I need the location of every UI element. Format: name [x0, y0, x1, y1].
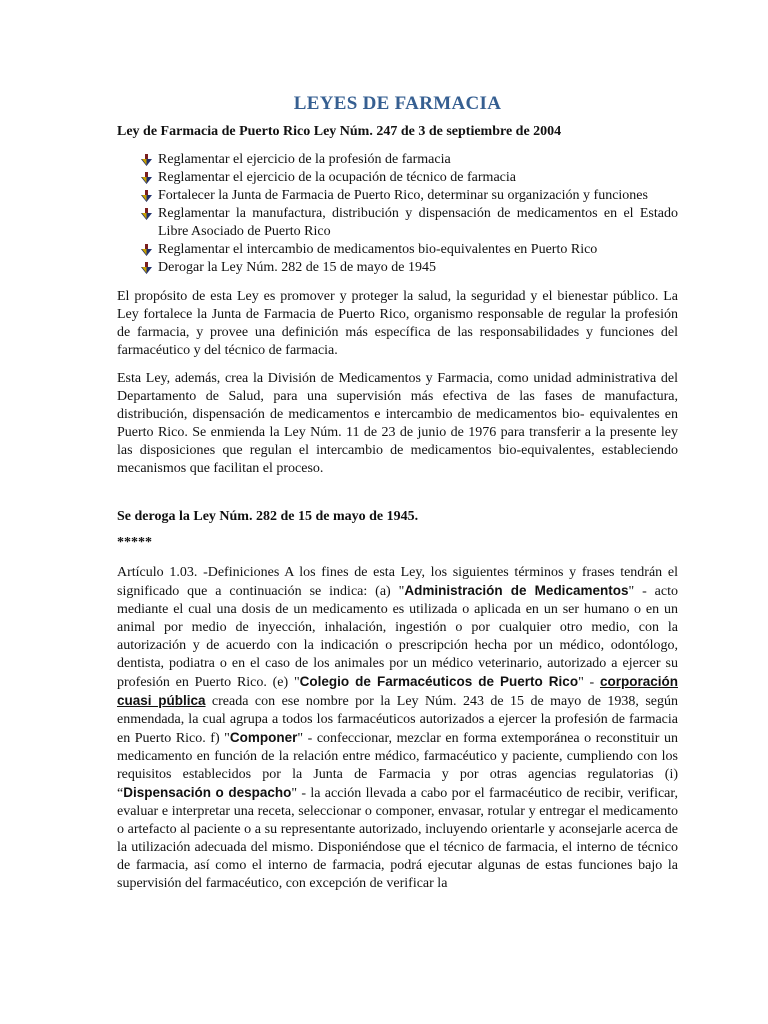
article-text: Artículo 1.03. -Definiciones A los fines de esta Ley, los siguientes términos y frases tendrán el significado que a continuación se indica: (a) " — [117, 565, 678, 599]
document-title: LEYES DE FARMACIA — [293, 93, 502, 114]
bullet-text: Reglamentar la manufactura, distribución y dispensación de medicamentos en el Estado Libre Asociado de Puerto Rico — [158, 206, 678, 239]
article-text: creada con ese nombre por la Ley Núm. 243 de 15 de mayo de 1938, según enmendada, la cual agrupa a todos los farmacéuticos autorizados a ejercer la profesión de farmacia en Puerto Rico. f) " — [117, 694, 679, 746]
bullet-item — [141, 169, 678, 187]
separator-stars: ***** — [117, 535, 152, 550]
term-colegio: Colegio de Farmacéuticos de Puerto Rico — [299, 674, 579, 689]
spacer — [117, 488, 678, 508]
arrow-down-bullet-icon — [141, 208, 152, 220]
division-paragraph: Esta Ley, además, crea la División de Medicamentos y Farmacia, como unidad administrativa del Departamento de Salud, para una supervisión más efectiva de las fases de manufactura, distribución, dispensación de medicamentos e intercambio de medicamentos bio- equivalentes en Puerto Rico. Se enmienda la Ley Núm. 11 de 23 de junio de 1976 para transferir a la presente ley las disposiciones que regulan el intercambio de medicamentos bio-equivalentes, estableciendo mecanismos que facilitan el proceso. — [117, 371, 678, 476]
bullet-item — [141, 205, 678, 241]
law-subtitle: Ley de Farmacia de Puerto Rico Ley Núm. 247 de 3 de septiembre de 2004 — [117, 124, 562, 139]
bullet-text: Reglamentar el ejercicio de la profesión de farmacia — [158, 152, 451, 167]
arrow-down-bullet-icon — [141, 190, 152, 202]
term-componer: Componer — [229, 730, 298, 745]
article-text: " - — [578, 675, 600, 690]
bullet-text: Derogar la Ley Núm. 282 de 15 de mayo de 1945 — [158, 260, 436, 275]
bullet-text: Reglamentar el intercambio de medicamentos bio-equivalentes en Puerto Rico — [158, 242, 598, 257]
arrow-down-bullet-icon — [141, 154, 152, 166]
arrow-down-bullet-icon — [141, 172, 152, 184]
article-text: " - acto mediante el cual una dosis de un medicamento es utilizada o aplicada en un ser humano o en un animal por medio de inyección, inhalación, ingestión o por cualquier otro medio, con la autorización y de acuerdo con la indicación o prescripción hecha por un médico, odontólogo, dentista, podiatra o en el caso de los animales por un médico veterinario, autorizado a ejercer su profesión en Puerto Rico. (e) " — [117, 584, 678, 690]
term-corporacion: corporación cuasi pública — [117, 674, 678, 708]
article-text: " - la acción llevada a cabo por el farmacéutico de recibir, verificar, evaluar e interpretar una receta, seleccionar o componer, envasar, rotular y entregar el medicamento o artefacto al paciente o a su representante autorizado, incluyendo orientarle y aconsejarle acerca de la utilización adecuada del mismo. Disponiéndose que el técnico de farmacia, el interno de técnico de farmacia, así como el interno de farmacia, podrá ejecutar algunas de estas funciones bajo la supervisión del farmacéutico, con excepción de verificar la — [117, 786, 678, 891]
article-text: " - confeccionar, mezclar en forma extemporánea o reconstituir un medicamento en función de la relación entre médico, farmacéutico y paciente, cumpliendo con los requisitos establecidos por la Junta de Farmacia y por otras agencias regulatorias (i) “ — [117, 731, 679, 801]
article-paragraph — [117, 564, 678, 893]
arrow-down-bullet-icon — [141, 262, 152, 274]
bullet-item — [141, 151, 678, 169]
bullet-item — [141, 187, 678, 205]
purpose-paragraph: El propósito de esta Ley es promover y proteger la salud, la seguridad y el bienestar público. La Ley fortalece la Junta de Farmacia de Puerto Rico, organismo responsable de regular la profesión de farmacia, y provee una definición más específica de las responsabilidades y funciones del farmacéutico y del técnico de farmacia. — [117, 289, 678, 358]
term-administracion: Administración de Medicamentos — [404, 583, 629, 598]
purpose-bullet-list — [117, 151, 678, 277]
bullet-item — [141, 259, 678, 277]
section-heading: Se deroga la Ley Núm. 282 de 15 de mayo de 1945. — [117, 509, 419, 524]
bullet-item — [141, 241, 678, 259]
bullet-text: Reglamentar el ejercicio de la ocupación de técnico de farmacia — [158, 170, 516, 185]
arrow-down-bullet-icon — [141, 244, 152, 256]
bullet-text: Fortalecer la Junta de Farmacia de Puerto Rico, determinar su organización y funciones — [158, 188, 648, 203]
term-dispensacion: Dispensación o despacho — [123, 785, 292, 800]
